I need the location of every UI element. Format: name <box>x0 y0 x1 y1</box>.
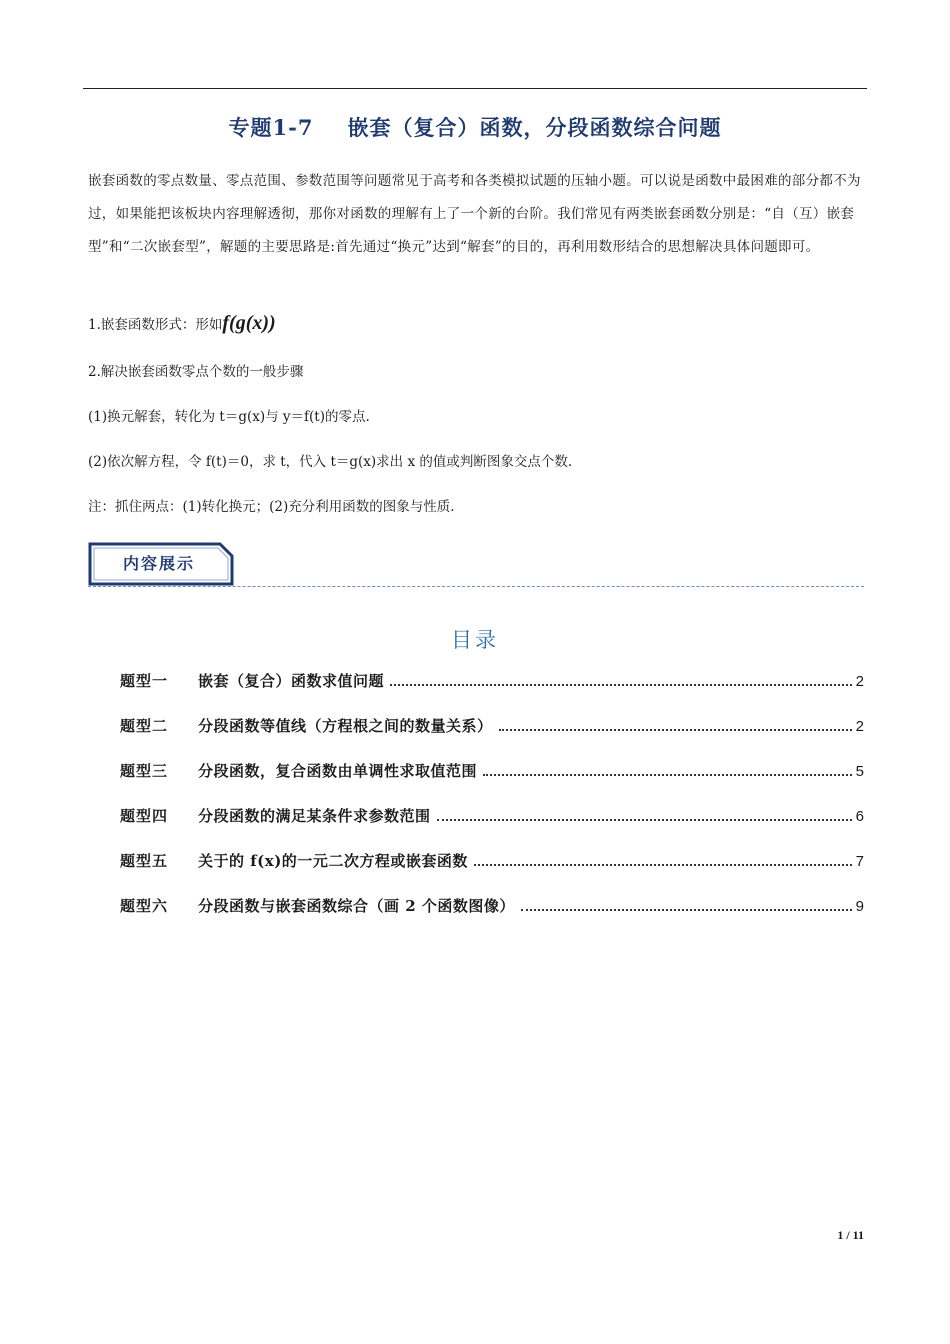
point-4: (2)依次解方程，令 f(t)＝0，求 t，代入 t＝g(x)求出 x 的值或判断图象交点个数. <box>88 454 573 470</box>
point-1-text: 1.嵌套函数形式：形如 <box>88 317 223 333</box>
title-number: 专题1-7 <box>228 115 314 140</box>
section-divider <box>88 586 864 587</box>
toc-item-page: 7 <box>855 853 864 870</box>
toc-item-text: 分段函数，复合函数由单调性求取值范围 <box>198 762 478 780</box>
toc-item[interactable] <box>120 715 864 739</box>
toc-item-label: 题型二 <box>120 717 169 735</box>
toc-item-label: 题型一 <box>120 672 169 690</box>
section-tab <box>88 542 230 582</box>
toc-leader <box>499 728 852 731</box>
title-text: 嵌套（复合）函数，分段函数综合问题 <box>347 115 722 140</box>
toc-item-page: 9 <box>855 898 864 915</box>
page-title <box>83 112 867 142</box>
toc-leader <box>474 863 852 866</box>
formula-fgx: f(g(x)) <box>222 312 276 334</box>
toc-item-label: 题型六 <box>120 897 169 915</box>
toc-item-label: 题型四 <box>120 807 169 825</box>
toc-item-text: 关于的 f(x)的一元二次方程或嵌套函数 <box>198 852 468 870</box>
toc-item[interactable] <box>120 850 864 874</box>
toc-item[interactable] <box>120 805 864 829</box>
page-number: 1 / 11 <box>837 1228 864 1242</box>
toc-item-page: 5 <box>855 763 864 780</box>
toc-item-text: 分段函数与嵌套函数综合（画 2 个函数图像） <box>198 897 515 915</box>
toc-item[interactable] <box>120 670 864 694</box>
toc-leader <box>390 683 852 686</box>
toc-item[interactable] <box>120 760 864 784</box>
toc-item-page: 2 <box>855 718 864 735</box>
toc-item-label: 题型五 <box>120 852 169 870</box>
point-3: (1)换元解套，转化为 t＝g(x)与 y＝f(t)的零点. <box>88 409 370 425</box>
point-1 <box>88 312 864 335</box>
toc-item-text: 分段函数的满足某条件求参数范围 <box>198 807 431 825</box>
toc-leader <box>521 908 852 911</box>
toc-leader <box>483 773 852 776</box>
toc-item-page: 6 <box>855 808 864 825</box>
toc-item-page: 2 <box>855 673 864 690</box>
toc-item-label: 题型三 <box>120 762 169 780</box>
intro-paragraph: 嵌套函数的零点数量、零点范围、参数范围等问题常见于高考和各类模拟试题的压轴小题。可以说是函数中最困难的部分都不为过，如果能把该板块内容理解透彻，那你对函数的理解有上了一个新的台阶。我们常见有两类嵌套函数分别是：“自（互）嵌套型”和“二次嵌套型”，解题的主要思路是:首先通过“换元”达到“解套”的目的，再利用数形结合的思想解决具体问题即可。 <box>88 173 861 255</box>
toc-item-text: 分段函数等值线（方程根之间的数量关系） <box>198 717 493 735</box>
toc-item-text: 嵌套（复合）函数求值问题 <box>198 672 385 690</box>
section-tab-label: 内容展示 <box>122 554 195 573</box>
toc-title: 目录 <box>451 628 499 652</box>
toc-item[interactable] <box>120 895 864 919</box>
point-5: 注：抓住两点：(1)转化换元；(2)充分利用函数的图象与性质. <box>88 499 455 515</box>
toc-leader <box>437 818 852 821</box>
point-2: 2.解决嵌套函数零点个数的一般步骤 <box>88 364 304 380</box>
top-rule <box>83 88 867 89</box>
